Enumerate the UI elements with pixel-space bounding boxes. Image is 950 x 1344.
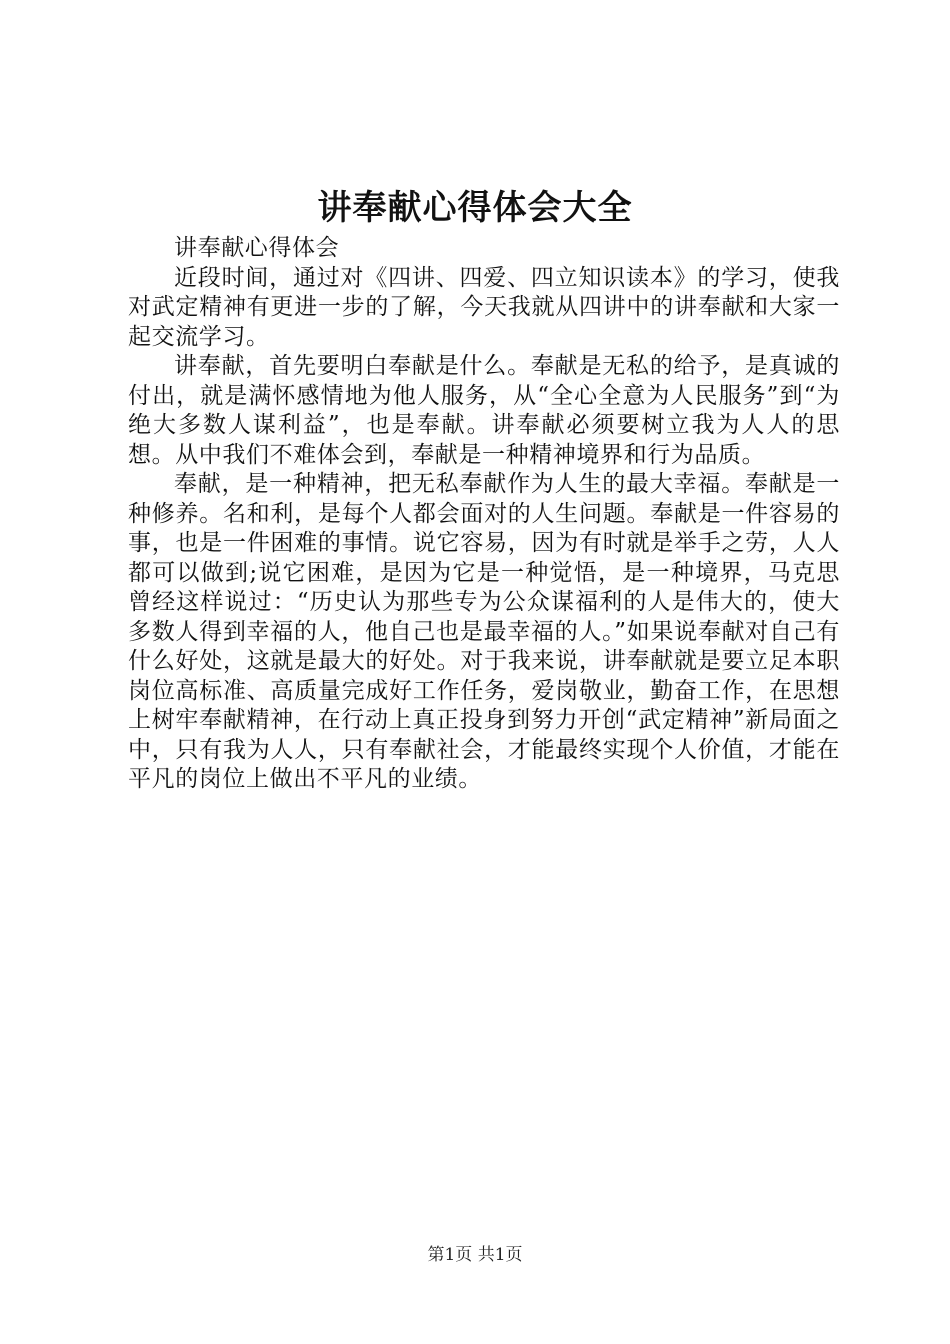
- document-subtitle: 讲奉献心得体会: [174, 235, 340, 261]
- document-body: [128, 234, 840, 795]
- paragraph: 奉献，是一种精神，把无私奉献作为人生的最大幸福。奉献是一种修养。名和利，是每个人都会面对的人生问题。奉献是一件容易的事，也是一件困难的事情。说它容易，因为有时就是举手之劳，人人都可以做到;说它困难，是因为它是一种觉悟，是一种境界，马克思曾经这样说过：“历史认为那些专为公众谋福利的人是伟大的，使大多数人得到幸福的人，他自己也是最幸福的人。”如果说奉献对自己有什么好处，这就是最大的好处。对于我来说，讲奉献就是要立足本职岗位高标准、高质量完成好工作任务，爱岗敬业，勤奋工作，在思想上树牢奉献精神，在行动上真正投身到努力开创“武定精神”新局面之中，只有我为人人，只有奉献社会，才能最终实现个人价值，才能在平凡的岗位上做出不平凡的业绩。: [128, 471, 840, 792]
- paragraph: 讲奉献，首先要明白奉献是什么。奉献是无私的给予，是真诚的付出，就是满怀感情地为他人服务，从“全心全意为人民服务”到“为绝大多数人谋利益”，也是奉献。讲奉献必须要树立我为人人的思想。从中我们不难体会到，奉献是一种精神境界和行为品质。: [128, 353, 840, 468]
- document-title: 讲奉献心得体会大全: [317, 188, 633, 228]
- paragraph: 近段时间，通过对《四讲、四爱、四立知识读本》的学习，使我对武定精神有更进一步的了解，今天我就从四讲中的讲奉献和大家一起交流学习。: [128, 264, 840, 350]
- page-footer: 第1页 共1页: [427, 1245, 523, 1265]
